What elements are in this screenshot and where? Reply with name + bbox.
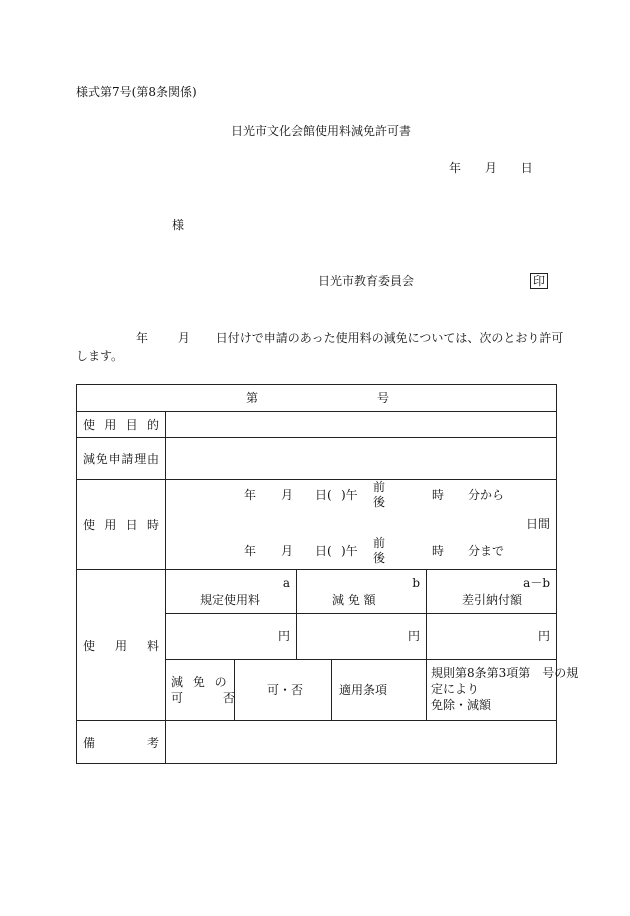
approval-label-line1: 減 免 の	[171, 675, 227, 689]
approval-choice: 可・否	[267, 683, 304, 697]
fee-col-a-title: 規定使用料	[200, 593, 261, 607]
start-hour: 時	[432, 488, 445, 502]
issue-date	[449, 162, 533, 174]
fee-col-b-title: 減 免 額	[332, 593, 376, 607]
clause-text-line1: 規則第8条第3項第 号の規	[431, 666, 579, 680]
reason-row	[77, 438, 557, 480]
remarks-label: 備 考	[77, 721, 166, 764]
fee-amount-ab[interactable]	[427, 614, 557, 660]
approval-label	[166, 660, 235, 721]
end-paren-close: )午	[341, 544, 358, 558]
date-month: 月	[484, 161, 497, 175]
fee-col-b-marker: b	[412, 576, 420, 590]
document-title: 日光市文化会館使用料減免許可書	[231, 124, 412, 138]
end-day: 日(	[315, 544, 332, 558]
start-paren-close: )午	[341, 488, 358, 502]
purpose-value[interactable]	[166, 412, 557, 438]
start-suffix: 分から	[468, 488, 505, 502]
duration-days: 日間	[526, 517, 551, 531]
purpose-row	[77, 412, 557, 438]
body-month: 月	[177, 331, 190, 345]
clause-text[interactable]	[427, 660, 579, 721]
fee-col-ab-title: 差引納付額	[462, 593, 523, 607]
end-pm: 後	[373, 551, 386, 565]
clause-label-text: 適用条項	[339, 683, 388, 697]
clause-label	[332, 660, 427, 721]
datetime-label: 使 用 日 時	[77, 480, 166, 570]
fee-col-ab-header	[427, 570, 557, 614]
end-am: 前	[373, 536, 386, 550]
addressee-suffix: 様	[172, 218, 185, 232]
number-dai: 第	[246, 391, 259, 405]
remarks-row	[77, 721, 557, 764]
reason-value[interactable]	[166, 438, 557, 480]
start-am: 前	[373, 480, 386, 494]
fee-header-row	[77, 570, 557, 614]
body-text-rest: 日付けで申請のあった使用料の減免については、次のとおり許可	[215, 331, 564, 345]
number-row	[77, 385, 557, 412]
datetime-value[interactable]	[166, 480, 557, 570]
fee-col-a-header	[166, 570, 297, 614]
end-year: 年	[244, 544, 257, 558]
fee-label: 使 用 料	[77, 570, 166, 721]
permit-table	[76, 384, 579, 764]
approval-value[interactable]	[235, 660, 332, 721]
start-pm: 後	[373, 495, 386, 509]
end-suffix: 分まで	[468, 544, 505, 558]
purpose-label: 使 用 目 的	[77, 412, 166, 438]
fee-col-a-marker: a	[282, 576, 290, 590]
number-go: 号	[377, 391, 390, 405]
date-day: 日	[520, 161, 533, 175]
form-number: 様式第7号(第8条関係)	[76, 85, 197, 99]
fee-amount-a[interactable]	[166, 614, 297, 660]
body-line-2: します。	[76, 349, 124, 363]
reason-label: 減免申請理由	[77, 438, 166, 480]
yen-b: 円	[407, 629, 420, 643]
seal-mark: 印	[530, 273, 548, 289]
approval-label-line2: 可 否	[171, 691, 235, 705]
fee-col-b-header	[297, 570, 427, 614]
start-day: 日(	[315, 488, 332, 502]
fee-amount-b[interactable]	[297, 614, 427, 660]
body-year: 年	[136, 331, 149, 345]
end-hour: 時	[432, 544, 445, 558]
date-year: 年	[449, 161, 462, 175]
clause-text-line2: 定により	[431, 682, 480, 696]
remarks-value[interactable]	[166, 721, 557, 764]
start-month: 月	[281, 488, 294, 502]
end-month: 月	[281, 544, 294, 558]
datetime-row	[77, 480, 557, 570]
start-year: 年	[244, 488, 257, 502]
fee-col-ab-marker: a－b	[523, 576, 551, 590]
clause-text-line3: 免除・減額	[431, 698, 492, 712]
body-line-1	[76, 332, 563, 344]
issuer-name: 日光市教育委員会	[318, 274, 415, 288]
yen-ab: 円	[538, 629, 551, 643]
yen-a: 円	[277, 629, 290, 643]
